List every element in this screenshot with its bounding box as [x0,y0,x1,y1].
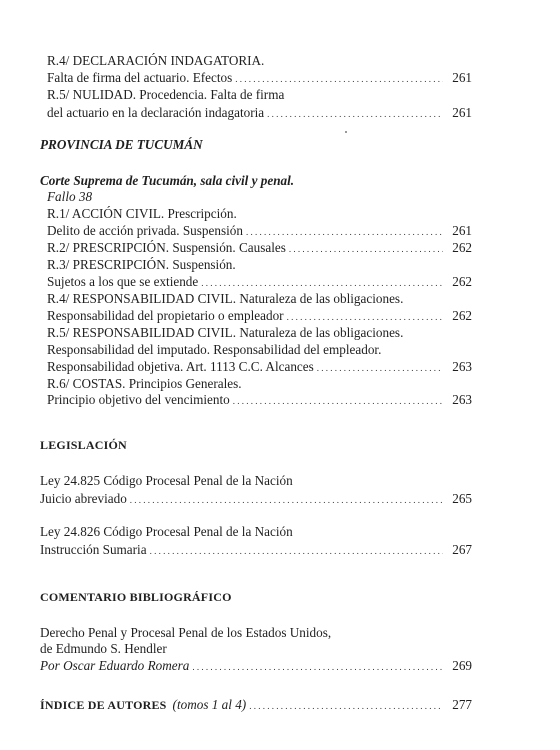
entry-text: Sujetos a los que se extiende [47,274,199,289]
entry-heading [47,86,472,103]
entry-text: R.2/ PRESCRIPCIÓN. Suspensión. Causales [47,240,286,255]
reviewer: Por Oscar Eduardo Romera [40,658,190,673]
entry-text: Falta de firma del actuario. Efectos [47,70,233,85]
page-number: 262 [452,240,472,255]
entry-text: R.1/ ACCIÓN CIVIL. Prescripción. [47,206,237,221]
author-index-line [40,696,472,715]
leader-dots [249,696,443,715]
leader-dots [130,490,443,509]
entry-text: Ley 24.826 Código Procesal Penal de la Nación [40,524,293,539]
entry-heading [47,256,472,273]
entry-text: R.4/ DECLARACIÓN INDAGATORIA. [47,53,265,68]
scan-speck [345,131,347,133]
entry-line [40,657,472,676]
entry-text: Derecho Penal y Procesal Penal de los Estados Unidos, [40,625,332,640]
entry-text: R.5/ RESPONSABILIDAD CIVIL. Naturaleza de las obligaciones. [47,325,404,340]
entry-text: R.5/ NULIDAD. Procedencia. Falta de firma [47,87,285,102]
entry-heading [47,52,472,69]
page-number: 267 [452,542,472,557]
court-title: Corte Suprema de Tucumán, sala civil y penal. [40,173,295,188]
page-number: 262 [452,308,472,323]
page-number: 263 [452,392,472,407]
book-title [40,624,472,641]
entry-text: Juicio abreviado [40,491,127,506]
section-heading-legislacion [40,437,465,454]
entry-line [40,541,472,560]
entry-text: R.3/ PRESCRIPCIÓN. Suspensión. [47,257,236,272]
entry-heading [47,324,472,341]
entry-text: Principio objetivo del vencimiento [47,392,230,407]
leader-dots [233,391,443,410]
entry-heading [47,375,472,392]
page-number: 261 [452,223,472,238]
entry-heading [47,290,472,307]
fallo-text: Fallo 38 [47,189,93,204]
page-number: 265 [452,491,472,506]
entry-line [47,391,472,410]
fallo-label [47,188,472,205]
page-number: 261 [452,70,472,85]
entry-text: Delito de acción privada. Suspensión [47,223,243,238]
leader-dots [192,657,443,676]
page-number: 277 [452,697,472,712]
leader-dots [150,541,443,560]
leader-dots [267,104,443,123]
province-title: PROVINCIA DE TUCUMÁN [40,137,203,152]
page-number: 263 [452,359,472,374]
section-title: LEGISLACIÓN [40,438,127,452]
page-number: 261 [452,105,472,120]
page-number: 262 [452,274,472,289]
court-heading [40,172,472,189]
entry-text: Instrucción Sumaria [40,542,147,557]
entry-line [40,490,472,509]
entry-text: R.6/ COSTAS. Principios Generales. [47,376,242,391]
book-author [40,640,472,657]
entry-text: Responsabilidad objetiva. Art. 1113 C.C. Alcances [47,359,314,374]
section-title: COMENTARIO BIBLIOGRÁFICO [40,590,232,604]
entry-text: del actuario en la declaración indagatoria [47,105,265,120]
author-index-title: ÍNDICE DE AUTORES [40,698,167,712]
author-index-volumes: (tomos 1 al 4) [172,697,247,712]
entry-text: Ley 24.825 Código Procesal Penal de la Nación [40,473,293,488]
entry-heading [47,341,472,358]
law-title [40,523,472,540]
entry-text: R.4/ RESPONSABILIDAD CIVIL. Naturaleza de las obligaciones. [47,291,404,306]
entry-text: de Edmundo S. Hendler [40,641,167,656]
section-heading-province [40,136,472,153]
entry-text: Responsabilidad del imputado. Responsabilidad del empleador. [47,342,382,357]
page-number: 269 [452,658,472,673]
law-title [40,472,472,489]
entry-text: Responsabilidad del propietario o empleador [47,308,284,323]
section-heading-comentario [40,589,465,606]
entry-heading [47,205,472,222]
entry-line [47,104,472,123]
